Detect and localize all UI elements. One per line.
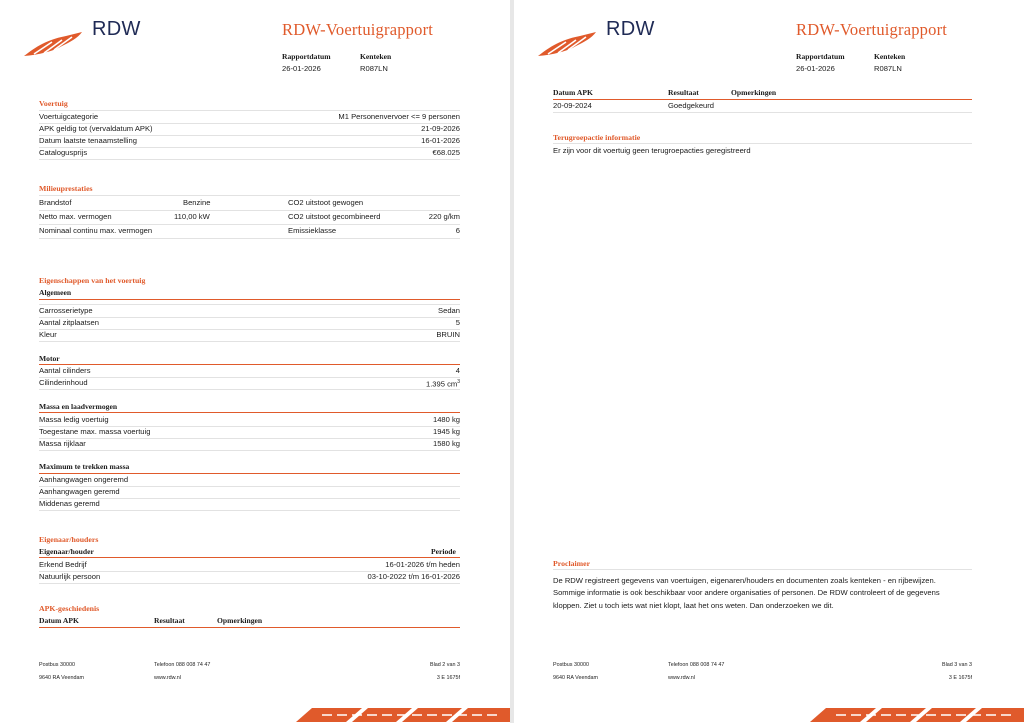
footer-city: 9640 RA Veendam	[39, 675, 84, 681]
footer-code: 3 E 1675f	[948, 675, 972, 681]
decorative-stripes	[806, 705, 1024, 723]
table-row: Brandstof Benzine CO2 uitstoot gewogen	[39, 197, 460, 211]
report-date-label: Rapportdatum	[796, 52, 845, 61]
table-row: Natuurlijk persoon 03-10-2022 t/m 16-01-2026	[39, 571, 460, 584]
table-row: Nominaal continu max. vermogen Emissieklasse 6	[39, 225, 460, 239]
table-row: Aantal zitplaatsen 5	[39, 317, 460, 330]
sub-general-heading: Algemeen	[39, 288, 72, 297]
table-row: Aanhangwagen ongeremd	[39, 474, 460, 487]
report-date: 26-01-2026	[796, 64, 835, 73]
table-row: Carrosserietype Sedan	[39, 305, 460, 318]
sub-towing-heading: Maximum te trekken massa	[39, 462, 130, 471]
table-row: Toegestane max. massa voertuig 1945 kg	[39, 426, 460, 439]
plate-value: R087LN	[874, 64, 902, 73]
section-vehicle-heading: Voertuig	[39, 99, 68, 108]
rdw-logo-icon	[22, 30, 84, 60]
brand-name: RDW	[92, 18, 141, 40]
section-apk-heading: APK-geschiedenis	[39, 604, 100, 613]
table-row: Aanhangwagen geremd	[39, 486, 460, 499]
displacement-value: 1.395 cm	[425, 379, 458, 389]
plate-label: Kenteken	[874, 52, 906, 61]
apk-col-date: Datum APK	[553, 88, 593, 97]
footer-web[interactable]: www.rdw.nl	[668, 675, 695, 681]
owners-col-period: Periode	[431, 547, 456, 556]
apk-col-date: Datum APK	[39, 616, 79, 625]
table-row: Aantal cilinders 4	[39, 365, 460, 378]
report-date-label: Rapportdatum	[282, 52, 331, 61]
section-proclaimer-heading: Proclaimer	[553, 559, 591, 568]
table-row: Catalogusprijs €68.025	[39, 147, 460, 160]
table-row: Voertuigcategorie M1 Personenvervoer <= 9 personen	[39, 111, 460, 124]
footer-phone: Telefoon 088 008 74 47	[154, 662, 211, 668]
report-page-3	[514, 0, 1024, 723]
proclaimer-text: De RDW registreert gegevens van voertuigen, eigenaren/houders en documenten zoals kenteken - en rijbewijzen. Sommige informatie is ook beschikbaar voor andere organisaties of personen. De RDW controleert of de gegevens kloppen. Ziet u toch iets wat niet klopt, laat het ons weten. Dan onderzoeken we dit.	[553, 576, 940, 610]
footer-web[interactable]: www.rdw.nl	[154, 675, 181, 681]
table-row: Kleur BRUIN	[39, 329, 460, 342]
plate-value: R087LN	[360, 64, 388, 73]
footer-page-number: Blad 2 van 3	[430, 662, 460, 668]
table-row: Datum laatste tenaamstelling 16-01-2026	[39, 135, 460, 148]
table-row: Massa ledig voertuig 1480 kg	[39, 414, 460, 427]
report-page-2	[0, 0, 510, 723]
apk-col-result: Resultaat	[154, 616, 185, 625]
table-row: 20-09-2024 Goedgekeurd	[553, 100, 972, 113]
sub-motor-heading: Motor	[39, 354, 60, 363]
report-title: RDW-Voertuigrapport	[282, 20, 434, 39]
table-row: Netto max. vermogen 110,00 kW CO2 uitstoot gecombineerd 220 g/km	[39, 211, 460, 225]
owners-col-owner: Eigenaar/houder	[39, 547, 94, 556]
section-owners-heading: Eigenaar/houders	[39, 535, 99, 544]
report-date: 26-01-2026	[282, 64, 321, 73]
decorative-stripes	[292, 705, 510, 723]
table-row: Massa rijklaar 1580 kg	[39, 438, 460, 451]
section-recall-heading: Terugroepactie informatie	[553, 133, 641, 142]
brand-name: RDW	[606, 18, 655, 40]
footer-code: 3 E 1675f	[436, 675, 460, 681]
section-environment-heading: Milieuprestaties	[39, 184, 93, 193]
apk-col-result: Resultaat	[668, 88, 699, 97]
plate-label: Kenteken	[360, 52, 392, 61]
apk-col-remarks: Opmerkingen	[217, 616, 263, 625]
footer-page-number: Blad 3 van 3	[942, 662, 972, 668]
footer-postbus: Postbus 30000	[39, 662, 75, 668]
footer-phone: Telefoon 088 008 74 47	[668, 662, 725, 668]
table-row: Middenas geremd	[39, 498, 460, 511]
apk-col-remarks: Opmerkingen	[731, 88, 777, 97]
sub-mass-heading: Massa en laadvermogen	[39, 402, 118, 411]
recall-text: Er zijn voor dit voertuig geen terugroepacties geregistreerd	[553, 146, 751, 155]
report-title: RDW-Voertuigrapport	[796, 20, 948, 39]
footer-city: 9640 RA Veendam	[553, 675, 598, 681]
table-row: Erkend Bedrijf 16-01-2026 t/m heden	[39, 559, 460, 572]
section-properties-heading: Eigenschappen van het voertuig	[39, 276, 146, 285]
table-row: Cilinderinhoud 1.395 $cm^3$	[39, 378, 460, 389]
footer-postbus: Postbus 30000	[553, 662, 589, 668]
rdw-logo-icon	[536, 30, 598, 60]
table-row: APK geldig tot (vervaldatum APK) 21-09-2026	[39, 123, 460, 136]
